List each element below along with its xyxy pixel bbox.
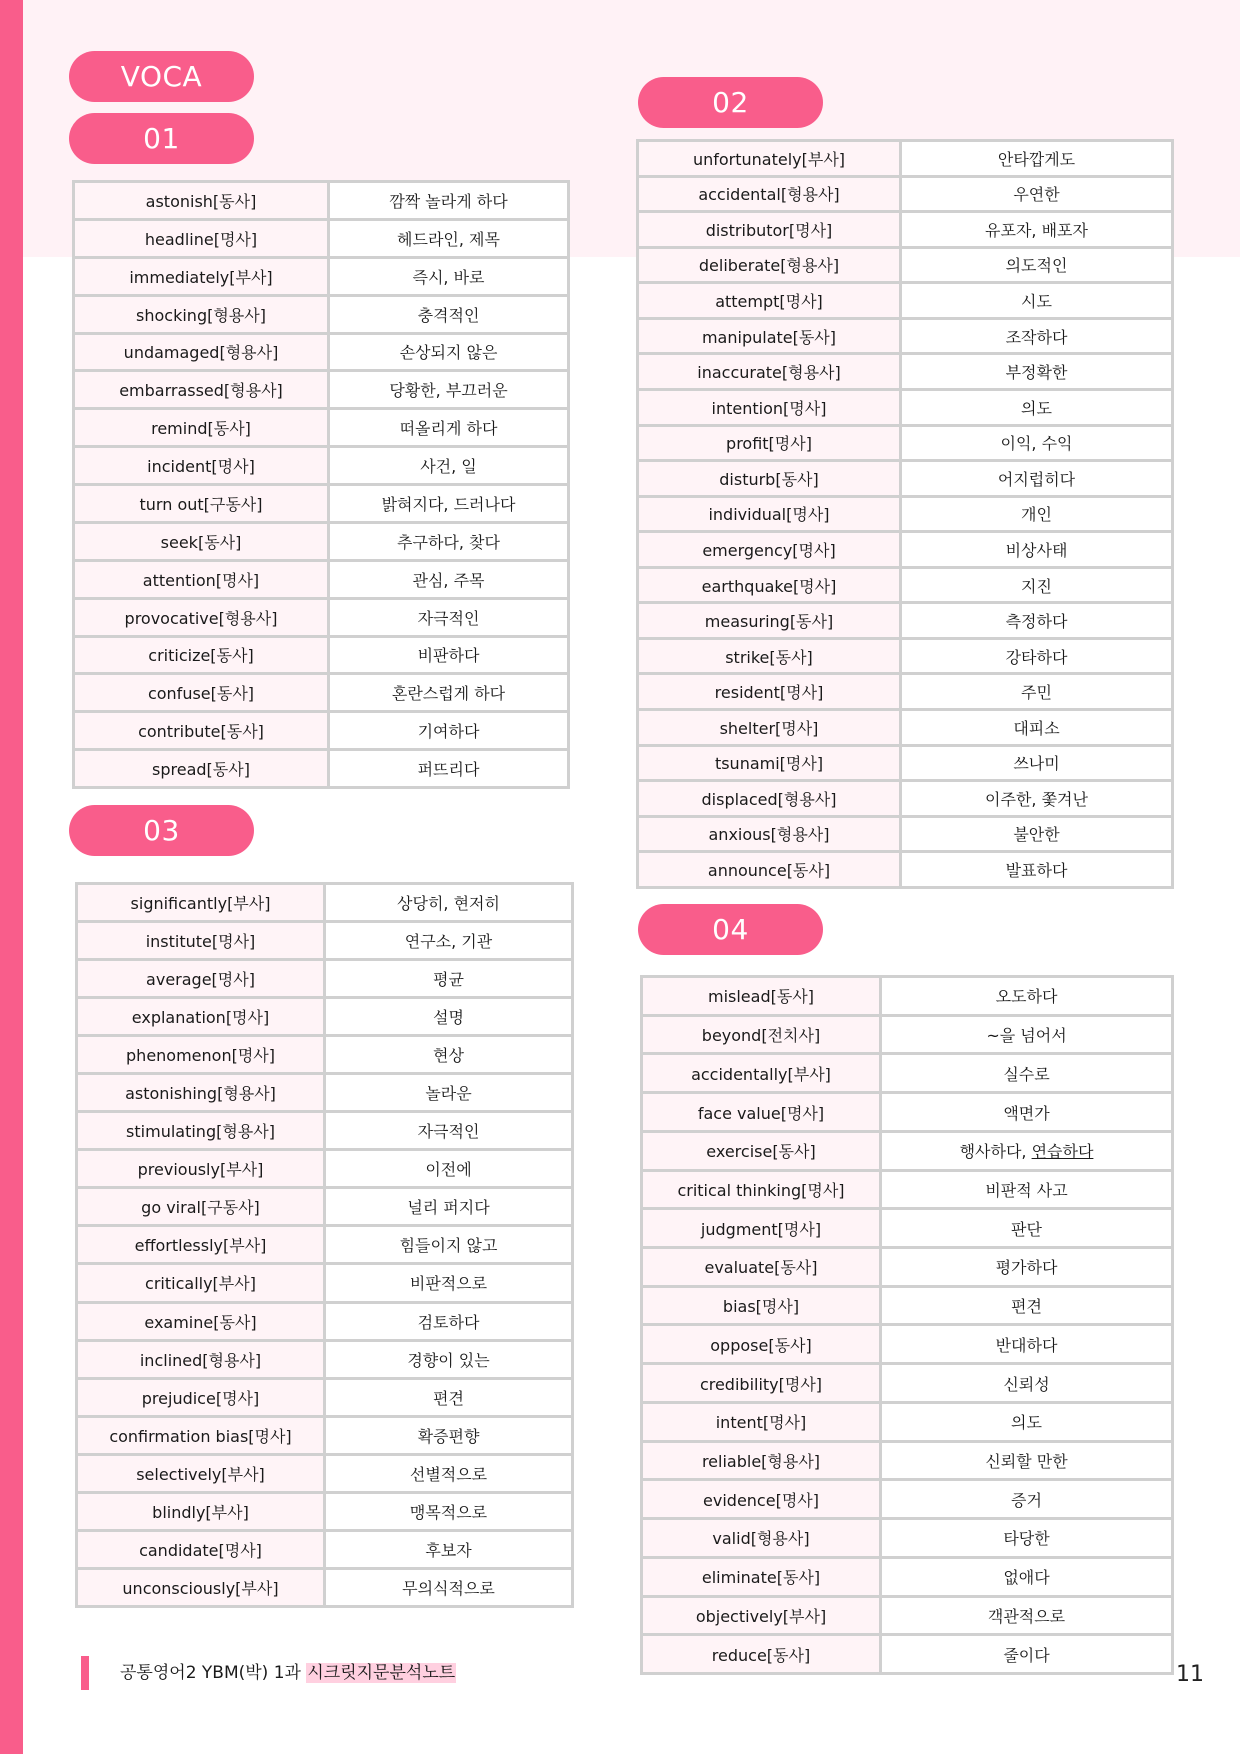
vocab-meaning: 확증편향 <box>325 1416 573 1454</box>
vocab-row <box>638 425 1173 461</box>
vocab-meaning: 의도적인 <box>901 247 1173 283</box>
vocab-meaning: 쓰나미 <box>901 745 1173 781</box>
vocab-meaning: 어지럽히다 <box>901 461 1173 497</box>
footer-highlight: 시크릿지문분석노트 <box>307 1663 456 1683</box>
vocab-word: eliminate[동사] <box>642 1557 881 1596</box>
vocab-row <box>642 1596 1173 1635</box>
vocab-row <box>74 560 569 598</box>
vocab-row <box>77 1340 573 1378</box>
vocab-row <box>77 1492 573 1530</box>
vocab-word: headline[명사] <box>74 219 329 257</box>
vocab-meaning: 의도 <box>881 1402 1173 1441</box>
vocab-table-02 <box>636 139 1174 889</box>
vocab-meaning: 자극적인 <box>329 598 569 636</box>
section-01-badge: 01 <box>69 113 254 164</box>
vocab-row <box>77 1036 573 1074</box>
vocab-table-04 <box>640 975 1174 1675</box>
vocab-row <box>638 567 1173 603</box>
vocab-meaning: 검토하다 <box>325 1302 573 1340</box>
vocab-meaning: 추구하다, 찾다 <box>329 522 569 560</box>
vocab-table-03 <box>75 882 574 1608</box>
vocab-row <box>642 1557 1173 1596</box>
vocab-meaning: 놀라운 <box>325 1074 573 1112</box>
vocab-row <box>642 1248 1173 1287</box>
vocab-row <box>638 852 1173 888</box>
vocab-word: deliberate[형용사] <box>638 247 901 283</box>
vocab-row <box>642 1402 1173 1441</box>
vocab-row <box>642 1131 1173 1170</box>
vocab-row <box>77 1568 573 1606</box>
vocab-row <box>74 295 569 333</box>
vocab-row <box>77 1264 573 1302</box>
vocab-word: inclined[형용사] <box>77 1340 325 1378</box>
vocab-meaning: 줄이다 <box>881 1635 1173 1674</box>
vocab-row <box>638 389 1173 425</box>
vocab-row <box>638 212 1173 248</box>
vocab-meaning: 비판적으로 <box>325 1264 573 1302</box>
vocab-meaning: 밝혀지다, 드러나다 <box>329 485 569 523</box>
side-accent-stripe <box>0 0 23 1754</box>
vocab-word: credibility[명사] <box>642 1364 881 1403</box>
vocab-word: confirmation bias[명사] <box>77 1416 325 1454</box>
vocab-word: critically[부사] <box>77 1264 325 1302</box>
vocab-word: valid[형용사] <box>642 1519 881 1558</box>
vocab-word: reduce[동사] <box>642 1635 881 1674</box>
vocab-meaning: 손상되지 않은 <box>329 333 569 371</box>
vocab-word: shelter[명사] <box>638 710 901 746</box>
vocab-row <box>638 532 1173 568</box>
vocab-meaning: 판단 <box>881 1209 1173 1248</box>
vocab-meaning: 후보자 <box>325 1530 573 1568</box>
vocab-meaning: 널리 퍼지다 <box>325 1188 573 1226</box>
footer-label <box>120 1660 456 1686</box>
vocab-row <box>638 283 1173 319</box>
vocab-row <box>74 257 569 295</box>
vocab-word: critical thinking[명사] <box>642 1170 881 1209</box>
vocab-word: individual[명사] <box>638 496 901 532</box>
vocab-meaning: 경향이 있는 <box>325 1340 573 1378</box>
vocab-row <box>638 674 1173 710</box>
vocab-meaning: 신뢰할 만한 <box>881 1441 1173 1480</box>
vocab-row <box>77 922 573 960</box>
vocab-meaning: 액면가 <box>881 1093 1173 1132</box>
vocab-meaning: 이익, 수익 <box>901 425 1173 461</box>
vocab-row <box>74 409 569 447</box>
vocab-word: strike[동사] <box>638 638 901 674</box>
vocab-meaning: 실수로 <box>881 1054 1173 1093</box>
vocab-row <box>638 461 1173 497</box>
vocab-row <box>74 333 569 371</box>
vocab-meaning: 지진 <box>901 567 1173 603</box>
vocab-word: selectively[부사] <box>77 1454 325 1492</box>
vocab-row <box>74 485 569 523</box>
vocab-meaning: 충격적인 <box>329 295 569 333</box>
vocab-word: measuring[동사] <box>638 603 901 639</box>
vocab-row <box>74 598 569 636</box>
vocab-row <box>74 674 569 712</box>
vocab-word: astonish[동사] <box>74 182 329 220</box>
vocab-word: seek[동사] <box>74 522 329 560</box>
vocab-word: evidence[명사] <box>642 1480 881 1519</box>
vocab-row <box>638 141 1173 177</box>
vocab-table-01 <box>72 180 570 789</box>
vocab-row <box>77 1188 573 1226</box>
vocab-word: stimulating[형용사] <box>77 1112 325 1150</box>
vocab-word: earthquake[명사] <box>638 567 901 603</box>
vocab-meaning: 반대하다 <box>881 1325 1173 1364</box>
page-number: 11 <box>1176 1662 1204 1687</box>
vocab-meaning: 조작하다 <box>901 318 1173 354</box>
vocab-meaning: 증거 <box>881 1480 1173 1519</box>
vocab-row <box>642 1325 1173 1364</box>
footer-accent-bar <box>81 1656 89 1690</box>
vocab-row <box>642 1519 1173 1558</box>
vocab-row <box>638 638 1173 674</box>
vocab-row <box>642 1441 1173 1480</box>
vocab-meaning: 유포자, 배포자 <box>901 212 1173 248</box>
vocab-meaning: 무의식적으로 <box>325 1568 573 1606</box>
vocab-meaning: 안타깝게도 <box>901 141 1173 177</box>
vocab-meaning: 선별적으로 <box>325 1454 573 1492</box>
vocab-meaning: 강타하다 <box>901 638 1173 674</box>
vocab-word: unconsciously[부사] <box>77 1568 325 1606</box>
vocab-meaning: 비상사태 <box>901 532 1173 568</box>
vocab-word: astonishing[형용사] <box>77 1074 325 1112</box>
vocab-row <box>74 447 569 485</box>
vocab-word: judgment[명사] <box>642 1209 881 1248</box>
vocab-meaning-underlined: 연습하다 <box>1031 1142 1094 1162</box>
vocab-word: intent[명사] <box>642 1402 881 1441</box>
vocab-meaning: 떠올리게 하다 <box>329 409 569 447</box>
vocab-meaning: 혼란스럽게 하다 <box>329 674 569 712</box>
vocab-meaning: 주민 <box>901 674 1173 710</box>
vocab-meaning: 설명 <box>325 998 573 1036</box>
vocab-row <box>74 182 569 220</box>
vocab-word: face value[명사] <box>642 1093 881 1132</box>
vocab-row <box>642 1015 1173 1054</box>
vocab-meaning: 개인 <box>901 496 1173 532</box>
vocab-row <box>77 1416 573 1454</box>
vocab-row <box>77 884 573 922</box>
vocab-row <box>638 318 1173 354</box>
vocab-word: criticize[동사] <box>74 636 329 674</box>
vocab-row <box>642 1209 1173 1248</box>
vocab-word: displaced[형용사] <box>638 781 901 817</box>
vocab-word: provocative[형용사] <box>74 598 329 636</box>
vocab-word: incident[명사] <box>74 447 329 485</box>
vocab-meaning: 의도 <box>901 389 1173 425</box>
vocab-row <box>642 1480 1173 1519</box>
vocab-meaning: 헤드라인, 제목 <box>329 219 569 257</box>
vocab-word: effortlessly[부사] <box>77 1226 325 1264</box>
vocab-word: attention[명사] <box>74 560 329 598</box>
vocab-meaning: 현상 <box>325 1036 573 1074</box>
vocab-meaning: 자극적인 <box>325 1112 573 1150</box>
vocab-row <box>638 710 1173 746</box>
vocab-word: unfortunately[부사] <box>638 141 901 177</box>
vocab-meaning: 없애다 <box>881 1557 1173 1596</box>
vocab-meaning: 평균 <box>325 960 573 998</box>
vocab-meaning: 편견 <box>325 1378 573 1416</box>
vocab-word: institute[명사] <box>77 922 325 960</box>
vocab-meaning: 당황한, 부끄러운 <box>329 371 569 409</box>
vocab-meaning: 깜짝 놀라게 하다 <box>329 182 569 220</box>
vocab-row <box>77 1302 573 1340</box>
vocab-word: intention[명사] <box>638 389 901 425</box>
vocab-word: reliable[형용사] <box>642 1441 881 1480</box>
vocab-meaning: 평가하다 <box>881 1248 1173 1287</box>
vocab-word: beyond[전치사] <box>642 1015 881 1054</box>
vocab-word: profit[명사] <box>638 425 901 461</box>
vocab-meaning: 즉시, 바로 <box>329 257 569 295</box>
vocab-meaning: 연구소, 기관 <box>325 922 573 960</box>
vocab-meaning: 관심, 주목 <box>329 560 569 598</box>
vocab-word: tsunami[명사] <box>638 745 901 781</box>
voca-title-badge: VOCA <box>69 51 254 102</box>
vocab-row <box>77 1226 573 1264</box>
section-02-badge: 02 <box>638 77 823 128</box>
vocab-word: mislead[동사] <box>642 977 881 1016</box>
vocab-word: evaluate[동사] <box>642 1248 881 1287</box>
vocab-row <box>642 1364 1173 1403</box>
vocab-word: disturb[동사] <box>638 461 901 497</box>
vocab-word: embarrassed[형용사] <box>74 371 329 409</box>
vocab-word: go viral[구동사] <box>77 1188 325 1226</box>
vocab-word: attempt[명사] <box>638 283 901 319</box>
vocab-meaning: 퍼뜨리다 <box>329 750 569 788</box>
vocab-word: examine[동사] <box>77 1302 325 1340</box>
vocab-meaning: 힘들이지 않고 <box>325 1226 573 1264</box>
vocab-word: oppose[동사] <box>642 1325 881 1364</box>
vocab-row <box>638 745 1173 781</box>
vocab-row <box>642 1286 1173 1325</box>
vocab-meaning: 사건, 일 <box>329 447 569 485</box>
vocab-word: anxious[형용사] <box>638 816 901 852</box>
vocab-row <box>77 1112 573 1150</box>
vocab-row <box>77 1378 573 1416</box>
vocab-meaning: 시도 <box>901 283 1173 319</box>
vocab-word: average[명사] <box>77 960 325 998</box>
vocab-meaning: 부정확한 <box>901 354 1173 390</box>
vocab-row <box>74 712 569 750</box>
vocab-row <box>638 247 1173 283</box>
vocab-meaning: 비판하다 <box>329 636 569 674</box>
vocab-word: phenomenon[명사] <box>77 1036 325 1074</box>
vocab-meaning: 비판적 사고 <box>881 1170 1173 1209</box>
vocab-word: announce[동사] <box>638 852 901 888</box>
vocab-row <box>74 522 569 560</box>
vocab-word: distributor[명사] <box>638 212 901 248</box>
vocab-row <box>642 1635 1173 1674</box>
vocab-word: significantly[부사] <box>77 884 325 922</box>
vocab-word: bias[명사] <box>642 1286 881 1325</box>
vocab-row <box>77 1074 573 1112</box>
vocab-row <box>77 1530 573 1568</box>
vocab-word: prejudice[명사] <box>77 1378 325 1416</box>
vocab-meaning: 상당히, 현저히 <box>325 884 573 922</box>
vocab-word: confuse[동사] <box>74 674 329 712</box>
vocab-row <box>74 371 569 409</box>
vocab-row <box>74 636 569 674</box>
vocab-row <box>642 1093 1173 1132</box>
vocab-row <box>638 816 1173 852</box>
vocab-meaning: 우연한 <box>901 176 1173 212</box>
vocab-word: remind[동사] <box>74 409 329 447</box>
vocab-meaning-text: 행사하다, <box>959 1142 1032 1162</box>
vocab-word: objectively[부사] <box>642 1596 881 1635</box>
footer-book-title: 공통영어2 YBM(박) 1과 <box>120 1663 307 1683</box>
vocab-meaning: 기여하다 <box>329 712 569 750</box>
vocab-row <box>77 1150 573 1188</box>
vocab-word: inaccurate[형용사] <box>638 354 901 390</box>
vocab-meaning: 신뢰성 <box>881 1364 1173 1403</box>
vocab-meaning: 이주한, 쫓겨난 <box>901 781 1173 817</box>
vocab-row <box>77 960 573 998</box>
section-03-badge: 03 <box>69 805 254 856</box>
vocab-row <box>74 750 569 788</box>
vocab-meaning: ~을 넘어서 <box>881 1015 1173 1054</box>
vocab-row <box>638 496 1173 532</box>
vocab-word: resident[명사] <box>638 674 901 710</box>
vocab-meaning: 오도하다 <box>881 977 1173 1016</box>
vocab-meaning: 편견 <box>881 1286 1173 1325</box>
vocab-row <box>642 1054 1173 1093</box>
vocab-word: turn out[구동사] <box>74 485 329 523</box>
vocab-row <box>638 354 1173 390</box>
vocab-word: previously[부사] <box>77 1150 325 1188</box>
vocab-word: exercise[동사] <box>642 1131 881 1170</box>
vocab-row <box>642 977 1173 1016</box>
vocab-meaning: 이전에 <box>325 1150 573 1188</box>
vocab-word: accidental[형용사] <box>638 176 901 212</box>
vocab-row <box>74 219 569 257</box>
vocab-meaning: 맹목적으로 <box>325 1492 573 1530</box>
vocab-meaning <box>881 1131 1173 1170</box>
vocab-row <box>77 1454 573 1492</box>
vocab-word: immediately[부사] <box>74 257 329 295</box>
vocab-word: accidentally[부사] <box>642 1054 881 1093</box>
vocab-word: candidate[명사] <box>77 1530 325 1568</box>
vocab-meaning: 객관적으로 <box>881 1596 1173 1635</box>
vocab-word: spread[동사] <box>74 750 329 788</box>
vocab-row <box>77 998 573 1036</box>
vocab-meaning: 대피소 <box>901 710 1173 746</box>
vocab-row <box>638 603 1173 639</box>
section-04-badge: 04 <box>638 904 823 955</box>
vocab-meaning: 발표하다 <box>901 852 1173 888</box>
vocab-word: explanation[명사] <box>77 998 325 1036</box>
vocab-meaning: 측정하다 <box>901 603 1173 639</box>
vocab-word: shocking[형용사] <box>74 295 329 333</box>
vocab-row <box>642 1170 1173 1209</box>
vocab-word: manipulate[동사] <box>638 318 901 354</box>
vocab-word: blindly[부사] <box>77 1492 325 1530</box>
vocab-meaning: 타당한 <box>881 1519 1173 1558</box>
vocab-word: undamaged[형용사] <box>74 333 329 371</box>
vocab-row <box>638 176 1173 212</box>
vocab-meaning: 불안한 <box>901 816 1173 852</box>
vocab-row <box>638 781 1173 817</box>
vocab-word: emergency[명사] <box>638 532 901 568</box>
vocab-word: contribute[동사] <box>74 712 329 750</box>
